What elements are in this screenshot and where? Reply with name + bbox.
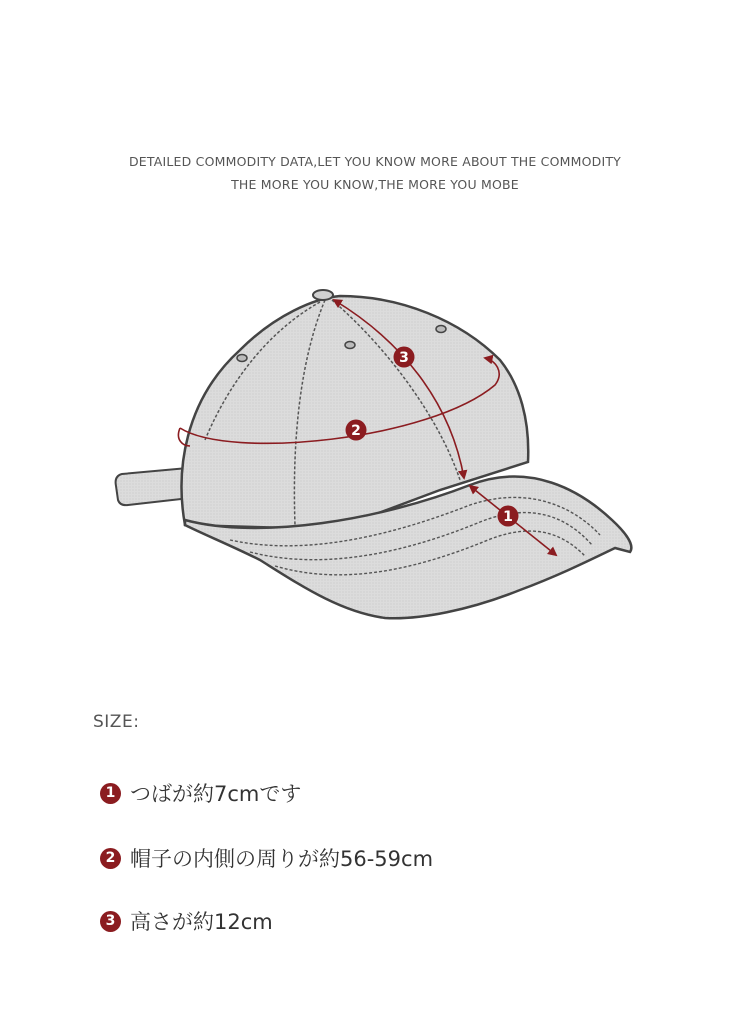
spec-item-height xyxy=(100,906,273,936)
spec-number-badge: 1 xyxy=(100,783,121,804)
marker-1 xyxy=(498,506,519,527)
cap-size-diagram xyxy=(0,240,750,640)
cap-strap xyxy=(116,468,190,505)
tagline-line-2: THE MORE YOU KNOW,THE MORE YOU MOBE xyxy=(231,177,519,192)
size-heading: SIZE: xyxy=(93,712,140,732)
marker-2 xyxy=(346,420,367,441)
spec-number-badge: 3 xyxy=(100,911,121,932)
tagline-line-1: DETAILED COMMODITY DATA,LET YOU KNOW MORE ABOUT THE COMMODITY xyxy=(128,154,622,169)
marker-3 xyxy=(394,347,415,368)
svg-text:1: 1 xyxy=(503,509,513,525)
spec-item-brim xyxy=(100,778,301,808)
spec-text: 帽子の内側の周りが約56-59cm xyxy=(130,847,434,871)
svg-text:3: 3 xyxy=(399,350,409,366)
spec-text: つばが約7cmです xyxy=(130,782,302,806)
svg-text:2: 2 xyxy=(351,423,361,439)
spec-text: 高さが約12cm xyxy=(130,910,273,934)
spec-item-circumference xyxy=(100,843,433,873)
spec-number-badge: 2 xyxy=(100,848,121,869)
